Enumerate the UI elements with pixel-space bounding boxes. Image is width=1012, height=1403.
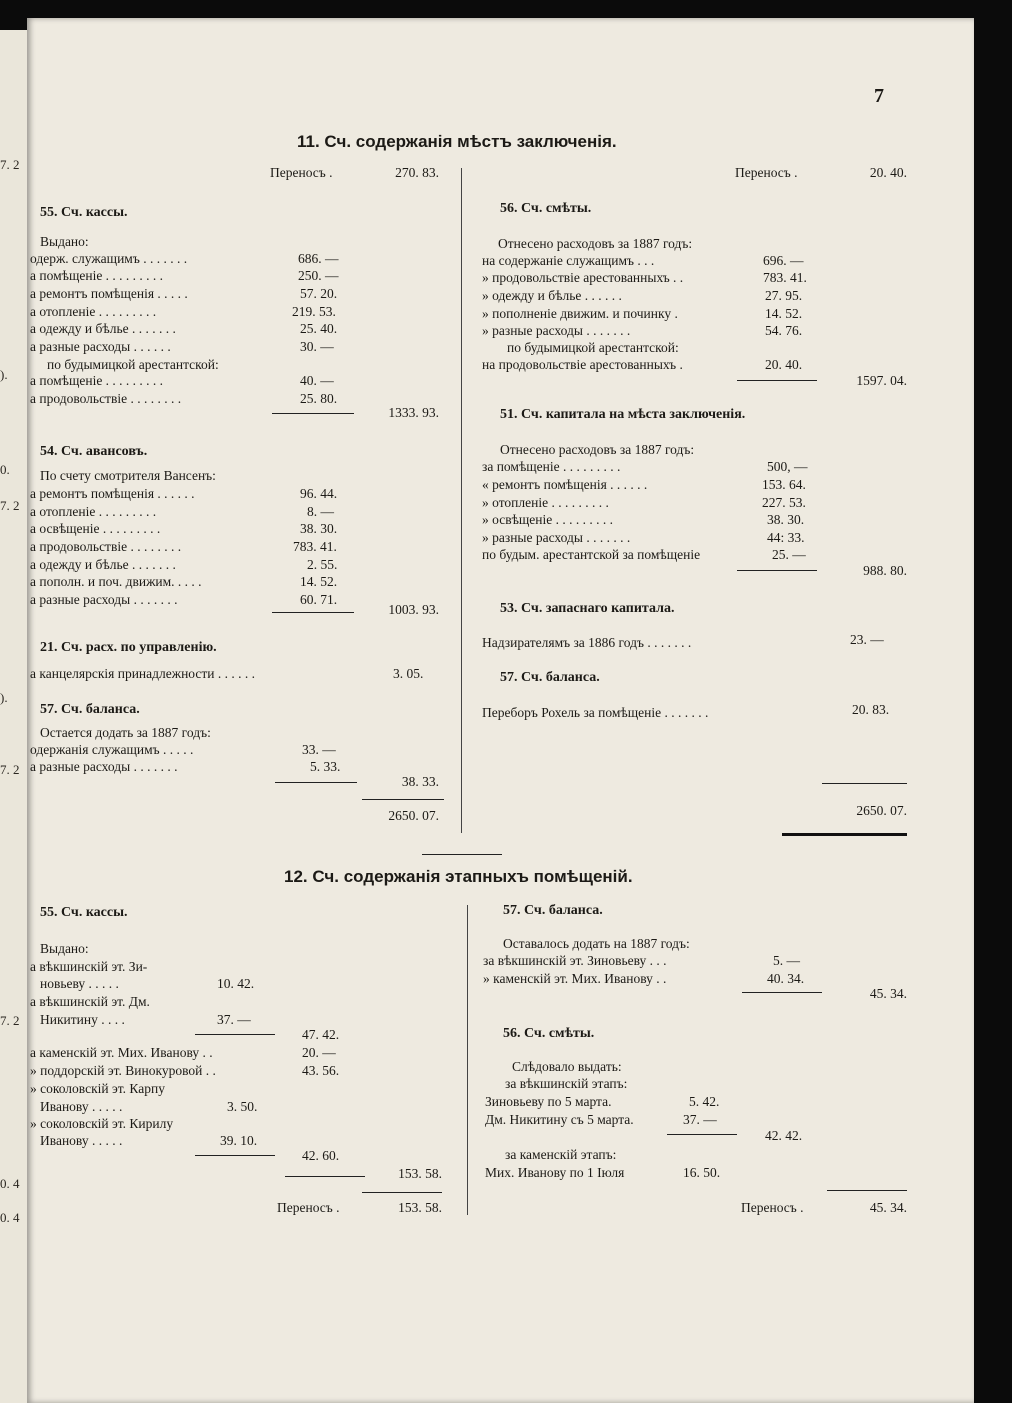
account-subheading: Выдано: <box>40 941 89 956</box>
entry-amount: 3. 05. <box>393 666 424 681</box>
entry-label: « ремонтъ помѣщенія . . . . . . <box>482 477 648 492</box>
entry-label: а пополн. и поч. движим. . . . . <box>30 574 202 589</box>
entry-amount: 3. 50. <box>227 1099 258 1114</box>
carry-label: Переносъ . <box>270 165 333 180</box>
entry-label: а освѣщеніе . . . . . . . . . <box>30 521 161 536</box>
account-total: 38. 33. <box>401 774 439 789</box>
account-subheading: Отнесено расходовъ за 1887 годъ: <box>500 442 695 457</box>
entry-amount: 25. 40. <box>300 321 338 336</box>
entry-amount: 16. 50. <box>683 1165 721 1180</box>
entry-amount: 57. 20. <box>300 286 338 301</box>
section-separator <box>422 854 502 855</box>
entry-label: а разные расходы . . . . . . . <box>30 592 178 607</box>
entry-amount: 27. 95. <box>765 288 803 303</box>
entry-amount: 5. 33. <box>310 759 341 774</box>
entry-label: Дм. Никитину съ 5 марта. <box>485 1112 634 1127</box>
entry-label: Мих. Иванову по 1 Іюля <box>485 1165 625 1180</box>
entry-amount: 783. 41. <box>293 539 337 554</box>
entry-amount: 43. 56. <box>302 1063 340 1078</box>
entry-label: по будымицкой арестантской: <box>47 357 219 372</box>
total-rule <box>362 1192 442 1193</box>
entry-label: на продовольствіе арестованныхъ . <box>482 357 683 372</box>
entry-label: а разные расходы . . . . . . <box>30 339 171 354</box>
entry-amount: 14. 52. <box>300 574 338 589</box>
account-total: 1333. 93. <box>388 405 439 420</box>
entry-amount: 37. — <box>217 1012 251 1027</box>
entry-label: а одежду и бѣлье . . . . . . . <box>30 321 176 336</box>
entry-label: а помѣщеніе . . . . . . . . . <box>30 373 164 388</box>
entry-label: Переборъ Рохель за помѣщеніе . . . . . . . <box>482 705 709 720</box>
entry-label: » каменскій эт. Мих. Иванову . . <box>483 971 667 986</box>
subtotal-rule <box>742 992 822 993</box>
entry-amount: 10. 42. <box>217 976 255 991</box>
carry-value: 45. 34. <box>869 1200 907 1215</box>
entry-amount: 20. 40. <box>765 357 803 372</box>
entry-amount: 686. — <box>298 251 339 266</box>
subtotal-rule <box>272 413 354 414</box>
entry-label: Надзирателямъ за 1886 годъ . . . . . . . <box>482 635 692 650</box>
total-rule <box>827 1190 907 1191</box>
account-subheading: Слѣдовало выдать: <box>512 1059 622 1074</box>
entry-amount: 30. — <box>300 339 334 354</box>
entry-amount: 20. 83. <box>852 702 890 717</box>
entry-subtotal: 47. 42. <box>302 1027 340 1042</box>
account-heading: 55. Сч. кассы. <box>40 205 128 220</box>
entry-label: а продовольствіе . . . . . . . . <box>30 539 182 554</box>
account-total: 45. 34. <box>869 986 907 1001</box>
account-subheading: за каменскій этапъ: <box>505 1147 617 1162</box>
entry-label: по будым. арестантской за помѣщеніе <box>482 547 701 562</box>
entry-label: а вѣкшинскій эт. Дм. <box>30 994 150 1009</box>
subtotal-rule <box>737 380 817 381</box>
entry-label: а разные расходы . . . . . . . <box>30 759 178 774</box>
margin-fragment: 7. 2 <box>0 1013 20 1028</box>
entry-amount: 37. — <box>683 1112 717 1127</box>
entry-amount: 44: 33. <box>767 530 805 545</box>
entry-label: » соколовскій эт. Карпу <box>30 1081 165 1096</box>
entry-amount: 25. — <box>772 547 806 562</box>
account-heading: 57. Сч. баланса. <box>503 903 603 918</box>
entry-amount: 25. 80. <box>300 391 338 406</box>
entry-label: а одежду и бѣлье . . . . . . . <box>30 557 176 572</box>
account-subheading: Выдано: <box>40 234 89 249</box>
grand-total: 2650. 07. <box>388 808 439 823</box>
margin-fragment: ). <box>0 367 8 382</box>
account-heading: 53. Сч. запаснаго капитала. <box>500 601 675 616</box>
entry-label: Иванову . . . . . <box>40 1133 123 1148</box>
account-total: 153. 58. <box>398 1166 442 1181</box>
account-heading: 56. Сч. смѣты. <box>503 1026 595 1041</box>
entry-amount: 696. — <box>763 253 804 268</box>
carry-label: Переносъ . <box>277 1200 340 1215</box>
entry-label: за помѣщеніе . . . . . . . . . <box>482 459 621 474</box>
carry-label: Переносъ . <box>741 1200 804 1215</box>
entry-label: а канцелярскія принадлежности . . . . . . <box>30 666 256 681</box>
margin-fragment: 7. 2 <box>0 498 20 513</box>
entry-label: а ремонтъ помѣщенія . . . . . <box>30 286 188 301</box>
account-subheading: По счету смотрителя Вансенъ: <box>40 468 216 483</box>
closing-rule <box>782 833 907 836</box>
account-subheading: за вѣкшинскій этапъ: <box>505 1076 628 1091</box>
subtotal-rule <box>195 1155 275 1156</box>
entry-label: » одежду и бѣлье . . . . . . <box>482 288 622 303</box>
entry-label: а вѣкшинскій эт. Зи- <box>30 959 148 974</box>
account-subheading: Отнесено расходовъ за 1887 годъ: <box>498 236 693 251</box>
entry-label: на содержаніе служащимъ . . . <box>482 253 655 268</box>
entry-label: одержанія служащимъ . . . . . <box>30 742 194 757</box>
ledger-page <box>27 18 974 1403</box>
account-total: 1597. 04. <box>856 373 907 388</box>
entry-subtotal: 42. 42. <box>765 1128 803 1143</box>
entry-amount: 8. — <box>307 504 334 519</box>
account-heading: 57. Сч. баланса. <box>500 670 600 685</box>
total-rule <box>822 783 907 784</box>
entry-label: Зиновьеву по 5 марта. <box>485 1094 612 1109</box>
entry-amount: 2. 55. <box>307 557 338 572</box>
total-rule <box>362 799 444 800</box>
account-subheading: Оставалось додать на 1887 годъ: <box>503 936 690 951</box>
account-heading: 54. Сч. авансовъ. <box>40 444 148 459</box>
entry-label: а продовольствіе . . . . . . . . <box>30 391 182 406</box>
margin-fragment: ). <box>0 690 8 705</box>
subtotal-rule <box>285 1176 365 1177</box>
subtotal-rule <box>195 1034 275 1035</box>
entry-amount: 40. 34. <box>767 971 805 986</box>
entry-amount: 39. 10. <box>220 1133 258 1148</box>
entry-amount: 5. 42. <box>689 1094 720 1109</box>
entry-amount: 38. 30. <box>300 521 338 536</box>
carry-label: Переносъ . <box>735 165 798 180</box>
entry-amount: 500, — <box>767 459 808 474</box>
account-heading: 21. Сч. расх. по управленію. <box>40 640 217 655</box>
entry-label: а отопленіе . . . . . . . . . <box>30 504 157 519</box>
account-heading: 55. Сч. кассы. <box>40 905 128 920</box>
margin-fragment: 0. <box>0 462 10 477</box>
entry-amount: 219. 53. <box>292 304 336 319</box>
entry-label: новьеву . . . . . <box>40 976 119 991</box>
entry-amount: 40. — <box>300 373 334 388</box>
grand-total: 2650. 07. <box>856 803 907 818</box>
margin-fragment: 0. 4 <box>0 1176 20 1191</box>
subtotal-rule <box>272 612 354 613</box>
entry-amount: 250. — <box>298 268 339 283</box>
section-title: 12. Сч. содержанія этапныхъ помѣщеній. <box>284 867 633 886</box>
subtotal-rule <box>737 570 817 571</box>
entry-label: Иванову . . . . . <box>40 1099 123 1114</box>
entry-label: за вѣкшинскій эт. Зиновьеву . . . <box>483 953 667 968</box>
carry-value: 270. 83. <box>395 165 439 180</box>
entry-amount: 54. 76. <box>765 323 803 338</box>
adjacent-page-edge <box>0 30 30 1403</box>
entry-amount: 20. — <box>302 1045 336 1060</box>
entry-label: » освѣщеніе . . . . . . . . . <box>482 512 614 527</box>
entry-label: » разные расходы . . . . . . . <box>482 323 631 338</box>
carry-value: 153. 58. <box>398 1200 442 1215</box>
entry-label: » отопленіе . . . . . . . . . <box>482 495 609 510</box>
margin-fragment: 0. 4 <box>0 1210 20 1225</box>
entry-label: » продовольствіе арестованныхъ . . <box>482 270 684 285</box>
entry-label: по будымицкой арестантской: <box>507 340 679 355</box>
subtotal-rule <box>275 782 357 783</box>
entry-amount: 5. — <box>773 953 800 968</box>
entry-amount: 23. — <box>850 632 884 647</box>
entry-label: » поддорскій эт. Винокуровой . . <box>30 1063 216 1078</box>
account-heading: 57. Сч. баланса. <box>40 702 140 717</box>
entry-label: а помѣщеніе . . . . . . . . . <box>30 268 164 283</box>
entry-amount: 33. — <box>302 742 336 757</box>
entry-amount: 38. 30. <box>767 512 805 527</box>
account-heading: 51. Сч. капитала на мѣста заключенія. <box>500 407 746 422</box>
column-divider <box>467 905 468 1215</box>
entry-amount: 153. 64. <box>762 477 806 492</box>
entry-label: а отопленіе . . . . . . . . . <box>30 304 157 319</box>
entry-amount: 783. 41. <box>763 270 807 285</box>
entry-label: » разные расходы . . . . . . . <box>482 530 631 545</box>
entry-label: а каменскій эт. Мих. Иванову . . <box>30 1045 213 1060</box>
account-subheading: Остается додать за 1887 годъ: <box>40 725 211 740</box>
page-number: 7 <box>874 85 884 107</box>
account-heading: 56. Сч. смѣты. <box>500 201 592 216</box>
account-total: 988. 80. <box>863 563 907 578</box>
entry-amount: 96. 44. <box>300 486 338 501</box>
entry-label: одерж. служащимъ . . . . . . . <box>30 251 188 266</box>
entry-label: Никитину . . . . <box>40 1012 125 1027</box>
subtotal-rule <box>667 1134 737 1135</box>
account-total: 1003. 93. <box>388 602 439 617</box>
entry-amount: 14. 52. <box>765 306 803 321</box>
entry-label: » пополненіе движим. и починку . <box>482 306 678 321</box>
section-title: 11. Сч. содержанія мѣстъ заключенія. <box>297 132 617 151</box>
entry-amount: 227. 53. <box>762 495 806 510</box>
column-divider <box>461 168 462 833</box>
carry-value: 20. 40. <box>869 165 907 180</box>
entry-amount: 60. 71. <box>300 592 338 607</box>
entry-label: » соколовскій эт. Кирилу <box>30 1116 174 1131</box>
entry-subtotal: 42. 60. <box>302 1148 340 1163</box>
margin-fragment: 7. 2 <box>0 157 20 172</box>
entry-label: а ремонтъ помѣщенія . . . . . . <box>30 486 195 501</box>
margin-fragment: 7. 2 <box>0 762 20 777</box>
